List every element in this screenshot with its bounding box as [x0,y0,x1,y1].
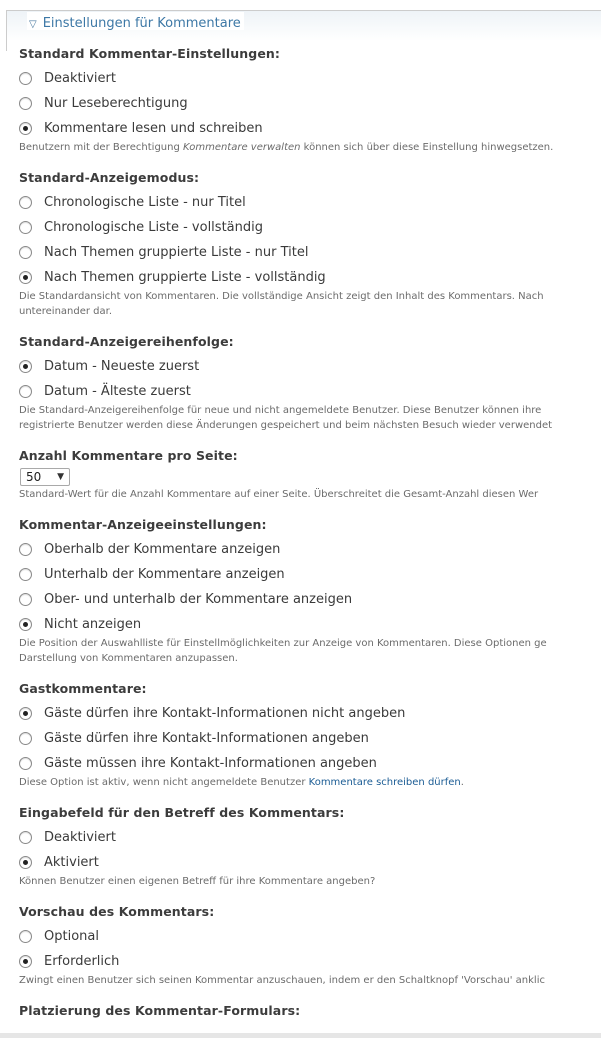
display-mode-group [19,170,601,320]
option-label[interactable]: Nicht anzeigen [44,617,142,632]
field-description: Zwingt einen Benutzer sich seinen Kommentar anzuschauen, indem er den Schaltknopf 'Vorschau' anklic [19,975,545,986]
radio-button[interactable] [19,757,32,770]
comment-settings-fieldset [6,10,601,51]
option-label[interactable]: Chronologische Liste - nur Titel [44,195,246,210]
preview-label: Vorschau des Kommentars: [19,904,215,919]
radio-option[interactable] [19,240,601,265]
option-label[interactable]: Deaktiviert [44,830,116,845]
radio-button[interactable] [19,831,32,844]
radio-button[interactable] [19,543,32,556]
radio-option[interactable] [19,379,601,404]
radio-option[interactable] [19,726,601,751]
radio-button-selected[interactable] [19,271,32,284]
option-label[interactable]: Datum - Neueste zuerst [44,359,200,374]
radio-option[interactable] [19,215,601,240]
radio-option[interactable] [19,190,601,215]
radio-option[interactable] [19,751,601,776]
radio-option[interactable] [19,91,601,116]
radio-button[interactable] [19,221,32,234]
radio-option[interactable] [19,587,601,612]
radio-button[interactable] [19,246,32,259]
option-label[interactable]: Optional [44,929,99,944]
field-description: Benutzern mit der Berechtigung Kommentare verwalten können sich über diese Einstellung hinwegsetzen. [19,142,554,153]
field-description: Standard-Wert für die Anzahl Kommentare auf einer Seite. Überschreitet die Gesamt-Anzahl diesen Wer [19,489,539,500]
radio-button[interactable] [19,385,32,398]
field-description: registrierte Benutzer werden diese Änderungen gespeichert und beim nächsten Besuch wieder verwendet [19,420,553,431]
field-description: Die Position der Auswahlliste für Einstellmöglichkeiten zur Anzeige von Kommentaren. Diese Optionen ge [19,638,547,649]
option-label[interactable]: Nach Themen gruppierte Liste - nur Titel [44,245,309,260]
horizontal-scrollbar[interactable] [0,1033,601,1038]
radio-button[interactable] [19,732,32,745]
radio-option[interactable] [19,825,601,850]
radio-button-selected[interactable] [19,955,32,968]
per-page-label: Anzahl Kommentare pro Seite: [19,448,238,463]
option-label[interactable]: Kommentare lesen und schreiben [44,121,263,136]
display-order-group [19,334,601,434]
field-description: Die Standardansicht von Kommentaren. Die vollständige Ansicht zeigt den Inhalt des Kommentars. Nach [19,291,544,302]
default-settings-label: Standard Kommentar-Einstellungen: [19,46,281,61]
preview-group [19,904,601,989]
radio-button[interactable] [19,568,32,581]
radio-button[interactable] [19,593,32,606]
field-description: Darstellung von Kommentaren anzupassen. [19,653,238,664]
radio-button[interactable] [19,196,32,209]
radio-option[interactable] [19,354,601,379]
radio-button-selected[interactable] [19,122,32,135]
per-page-group [19,448,601,503]
radio-button[interactable] [19,72,32,85]
radio-option[interactable] [19,562,601,587]
radio-option[interactable] [19,949,601,974]
option-label[interactable]: Datum - Älteste zuerst [44,384,191,399]
radio-button-selected[interactable] [19,618,32,631]
radio-option[interactable] [19,66,601,91]
subject-group [19,805,601,890]
radio-option[interactable] [19,537,601,562]
option-label[interactable]: Gäste dürfen ihre Kontakt-Informationen angeben [44,731,369,746]
option-label[interactable]: Ober- und unterhalb der Kommentare anzeigen [44,592,353,607]
radio-button[interactable] [19,930,32,943]
controls-group [19,517,601,667]
display-order-label: Standard-Anzeigereihenfolge: [19,334,234,349]
anonymous-group [19,681,601,791]
anonymous-label: Gastkommentare: [19,681,147,696]
radio-option[interactable] [19,265,601,290]
option-label[interactable]: Nur Leseberechtigung [44,96,188,111]
option-label[interactable]: Nach Themen gruppierte Liste - vollständig [44,270,326,285]
radio-button[interactable] [19,97,32,110]
field-description: Die Standard-Anzeigereihenfolge für neue und nicht angemeldete Benutzer. Diese Benutzer können ihre [19,405,542,416]
chevron-down-icon[interactable]: ▼ [57,472,64,482]
option-label[interactable]: Gäste dürfen ihre Kontakt-Informationen nicht angeben [44,706,406,721]
radio-option[interactable] [19,701,601,726]
option-label[interactable]: Aktiviert [44,855,99,870]
fieldset-legend-toggle[interactable] [27,12,244,30]
triangle-down-icon[interactable]: ▽ [29,19,37,30]
option-label[interactable]: Erforderlich [44,954,120,969]
option-label[interactable]: Unterhalb der Kommentare anzeigen [44,567,285,582]
field-description: Diese Option ist aktiv, wenn nicht angemeldete Benutzer Kommentare schreiben dürfen. [19,777,464,788]
permission-link[interactable]: Kommentare schreiben dürfen [308,777,461,788]
controls-label: Kommentar-Anzeigeeinstellungen: [19,517,267,532]
form-location-label: Platzierung des Kommentar-Formulars: [19,1003,301,1018]
default-settings-group [19,46,601,156]
display-mode-label: Standard-Anzeigemodus: [19,170,200,185]
radio-option[interactable] [19,924,601,949]
option-label[interactable]: Oberhalb der Kommentare anzeigen [44,542,281,557]
radio-button-selected[interactable] [19,360,32,373]
radio-option[interactable] [19,850,601,875]
fieldset-legend-text[interactable]: Einstellungen für Kommentare [42,16,241,31]
subject-label: Eingabefeld für den Betreff des Kommentars: [19,805,345,820]
radio-button-selected[interactable] [19,856,32,869]
per-page-select[interactable] [20,468,70,486]
select-value[interactable]: 50 [26,470,42,484]
settings-form [19,46,601,1032]
option-label[interactable]: Chronologische Liste - vollständig [44,220,263,235]
field-description: untereinander dar. [19,306,113,317]
radio-option[interactable] [19,116,601,141]
form-location-group [19,1003,601,1018]
radio-button-selected[interactable] [19,707,32,720]
field-description: Können Benutzer einen eigenen Betreff für ihre Kommentare angeben? [19,876,376,887]
option-label[interactable]: Deaktiviert [44,71,116,86]
option-label[interactable]: Gäste müssen ihre Kontakt-Informationen angeben [44,756,377,771]
radio-option[interactable] [19,612,601,637]
